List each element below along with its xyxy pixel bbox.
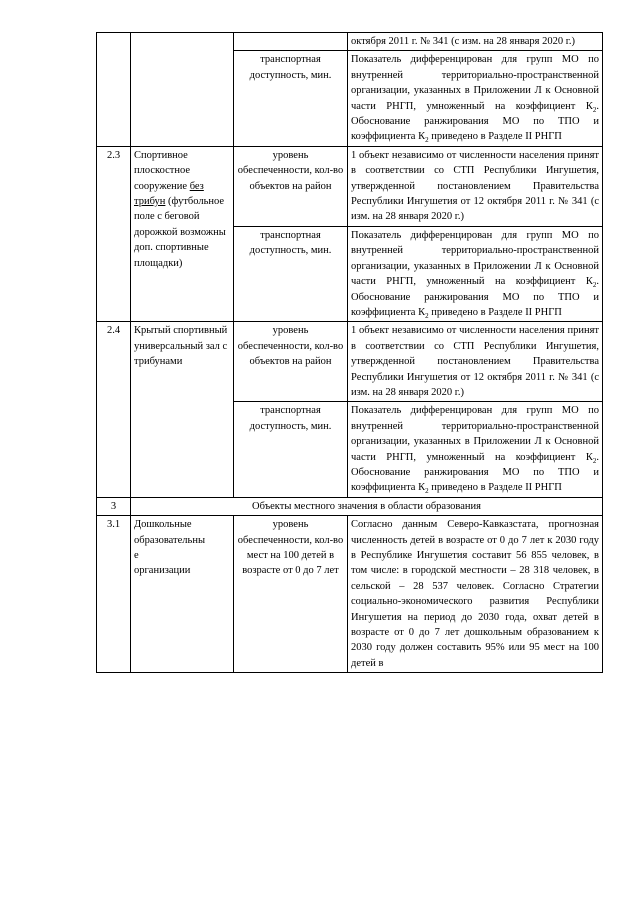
indicator-cell: уровень обеспеченности, кол-во объектов на район xyxy=(234,322,348,402)
section-row xyxy=(97,497,603,515)
indicator-cell: транспортная доступность, мин. xyxy=(234,51,348,146)
description-cell: 1 объект независимо от численности населения принят в соответствии со СТП Республики Ингушетия, утвержденной постановлением Правительства Республики Ингушетия от 12 октября 2011 г. № 341 (с изм. на 28 января 2020 г.) xyxy=(348,146,603,226)
description-cell: Показатель дифференцирован для групп МО по внутренней территориально-пространственной организации, указанных в Приложении Л к Основной части РНГП, умноженный на коэффициент $К_2$. Обоснование ранжирования МО по ТПО и коэффициента $К_2$ приведено в Разделе II РНГП xyxy=(348,226,603,321)
section-title: Объекты местного значения в области образования xyxy=(131,497,603,515)
row-number: 2.4 xyxy=(97,322,131,497)
indicator-cell: транспортная доступность, мин. xyxy=(234,402,348,497)
table-row xyxy=(97,146,603,226)
indicator-cell: транспортная доступность, мин. xyxy=(234,226,348,321)
object-name: Крытый спортивный универсальный зал с трибунами xyxy=(131,322,234,497)
object-name: Спортивное плоскостное сооружение без трибун (футбольное поле с беговой дорожкой возможны доп. спортивные площадки) xyxy=(131,146,234,321)
object-name xyxy=(131,33,234,147)
description-cell: Согласно данным Северо-Кавказстата, прогнозная численность детей в возрасте от 0 до 7 лет к 2030 году в Республике Ингушетия составит 56 855 человек, в том числе: в городской местности – 28 318 человек, в сельской – 28 537 человек. Согласно Стратегии социально-экономического развития Республики Ингушетия на период до 2030 года, охват детей в возрасте от 0 до 7 лет дошкольным образованием к 2030 году должен составить 95% или 95 мест на 100 детей в xyxy=(348,516,603,673)
row-number: 2.3 xyxy=(97,146,131,321)
table-row xyxy=(97,516,603,673)
object-name: Дошкольные образовательны е организации xyxy=(131,516,234,673)
description-cell: октября 2011 г. № 341 (с изм. на 28 января 2020 г.) xyxy=(348,33,603,51)
indicator-cell: уровень обеспеченности, кол-во объектов на район xyxy=(234,146,348,226)
indicator-cell: уровень обеспеченности, кол-во мест на 100 детей в возрасте от 0 до 7 лет xyxy=(234,516,348,673)
indicator-cell xyxy=(234,33,348,51)
section-number: 3 xyxy=(97,497,131,515)
description-cell: Показатель дифференцирован для групп МО по внутренней территориально-пространственной организации, указанных в Приложении Л к Основной части РНГП, умноженный на коэффициент $К_2$. Обоснование ранжирования МО по ТПО и коэффициента $К_2$ приведено в Разделе II РНГП xyxy=(348,402,603,497)
description-cell: Показатель дифференцирован для групп МО по внутренней территориально-пространственной организации, указанных в Приложении Л к Основной части РНГП, умноженный на коэффициент $К_2$. Обоснование ранжирования МО по ТПО и коэффициента $К_2$ приведено в Разделе II РНГП xyxy=(348,51,603,146)
norms-table xyxy=(96,32,603,673)
row-number: 3.1 xyxy=(97,516,131,673)
row-number xyxy=(97,33,131,147)
description-cell: 1 объект независимо от численности населения принят в соответствии со СТП Республики Ингушетия, утвержденной постановлением Правительства Республики Ингушетия от 12 октября 2011 г. № 341 (с изм. на 28 января 2020 г.) xyxy=(348,322,603,402)
table-row xyxy=(97,33,603,51)
table-row xyxy=(97,322,603,402)
